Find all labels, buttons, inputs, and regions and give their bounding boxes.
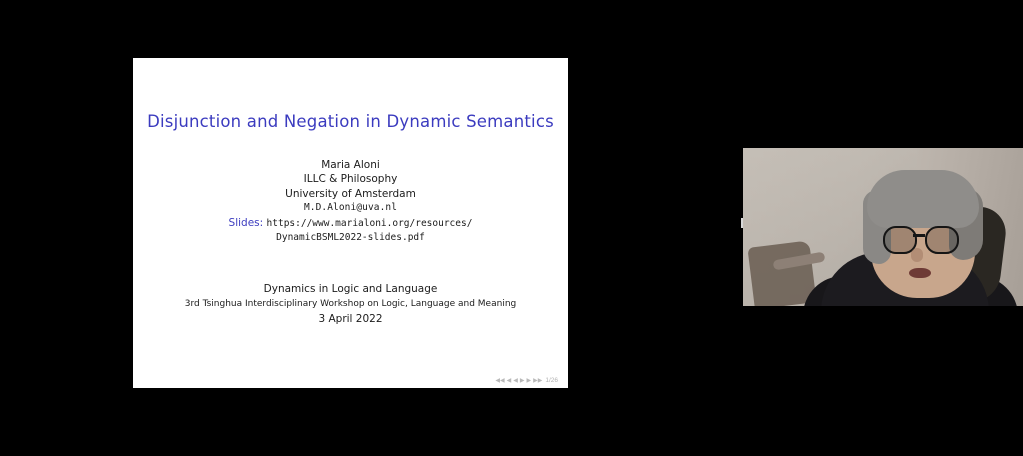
presenter-video-tile[interactable]	[743, 148, 1023, 306]
slides-url-line-1[interactable]: https://www.marialoni.org/resources/	[266, 217, 473, 229]
slide-nav-last-icon[interactable]: ▶▶	[533, 377, 543, 384]
slide-affiliation-1: ILLC & Philosophy	[303, 173, 398, 186]
slide-nav-next-section-icon[interactable]: ▶	[526, 377, 532, 384]
slide-nav-prev-section-icon[interactable]: ◀	[506, 377, 512, 384]
slide-course: Dynamics in Logic and Language	[263, 283, 438, 295]
person-mouth	[909, 268, 931, 278]
slide-affiliation-2: University of Amsterdam	[285, 187, 416, 200]
slide-author-block	[133, 158, 568, 245]
slide-nav-next-icon[interactable]: ▶	[519, 377, 525, 384]
slide-link-line	[133, 216, 568, 231]
slide-nav-first-icon[interactable]: ◀◀	[495, 377, 505, 384]
glasses-bridge-icon	[913, 234, 925, 237]
slide-author: Maria Aloni	[321, 159, 380, 171]
person-hair-top	[867, 170, 979, 228]
slide-nav-prev-icon[interactable]: ◀	[513, 377, 518, 384]
slide-title: Disjunction and Negation in Dynamic Semantics	[147, 112, 554, 131]
slides-label: Slides:	[228, 216, 264, 229]
person-nose	[911, 248, 923, 262]
slides-url-line-2[interactable]: DynamicBSML2022-slides.pdf	[276, 232, 425, 244]
slide-page-indicator: 1/26	[545, 377, 558, 384]
glasses-right-lens-icon	[925, 226, 959, 254]
chair-shape	[747, 240, 816, 306]
slide-venue-block	[133, 282, 568, 326]
slide-date: 3 April 2022	[318, 312, 383, 325]
presentation-slide[interactable]	[133, 58, 568, 388]
slide-workshop: 3rd Tsinghua Interdisciplinary Workshop on Logic, Language and Meaning	[184, 298, 517, 309]
slide-navigation-bar[interactable]	[495, 377, 558, 384]
slide-email: M.D.Aloni@uva.nl	[303, 202, 398, 214]
